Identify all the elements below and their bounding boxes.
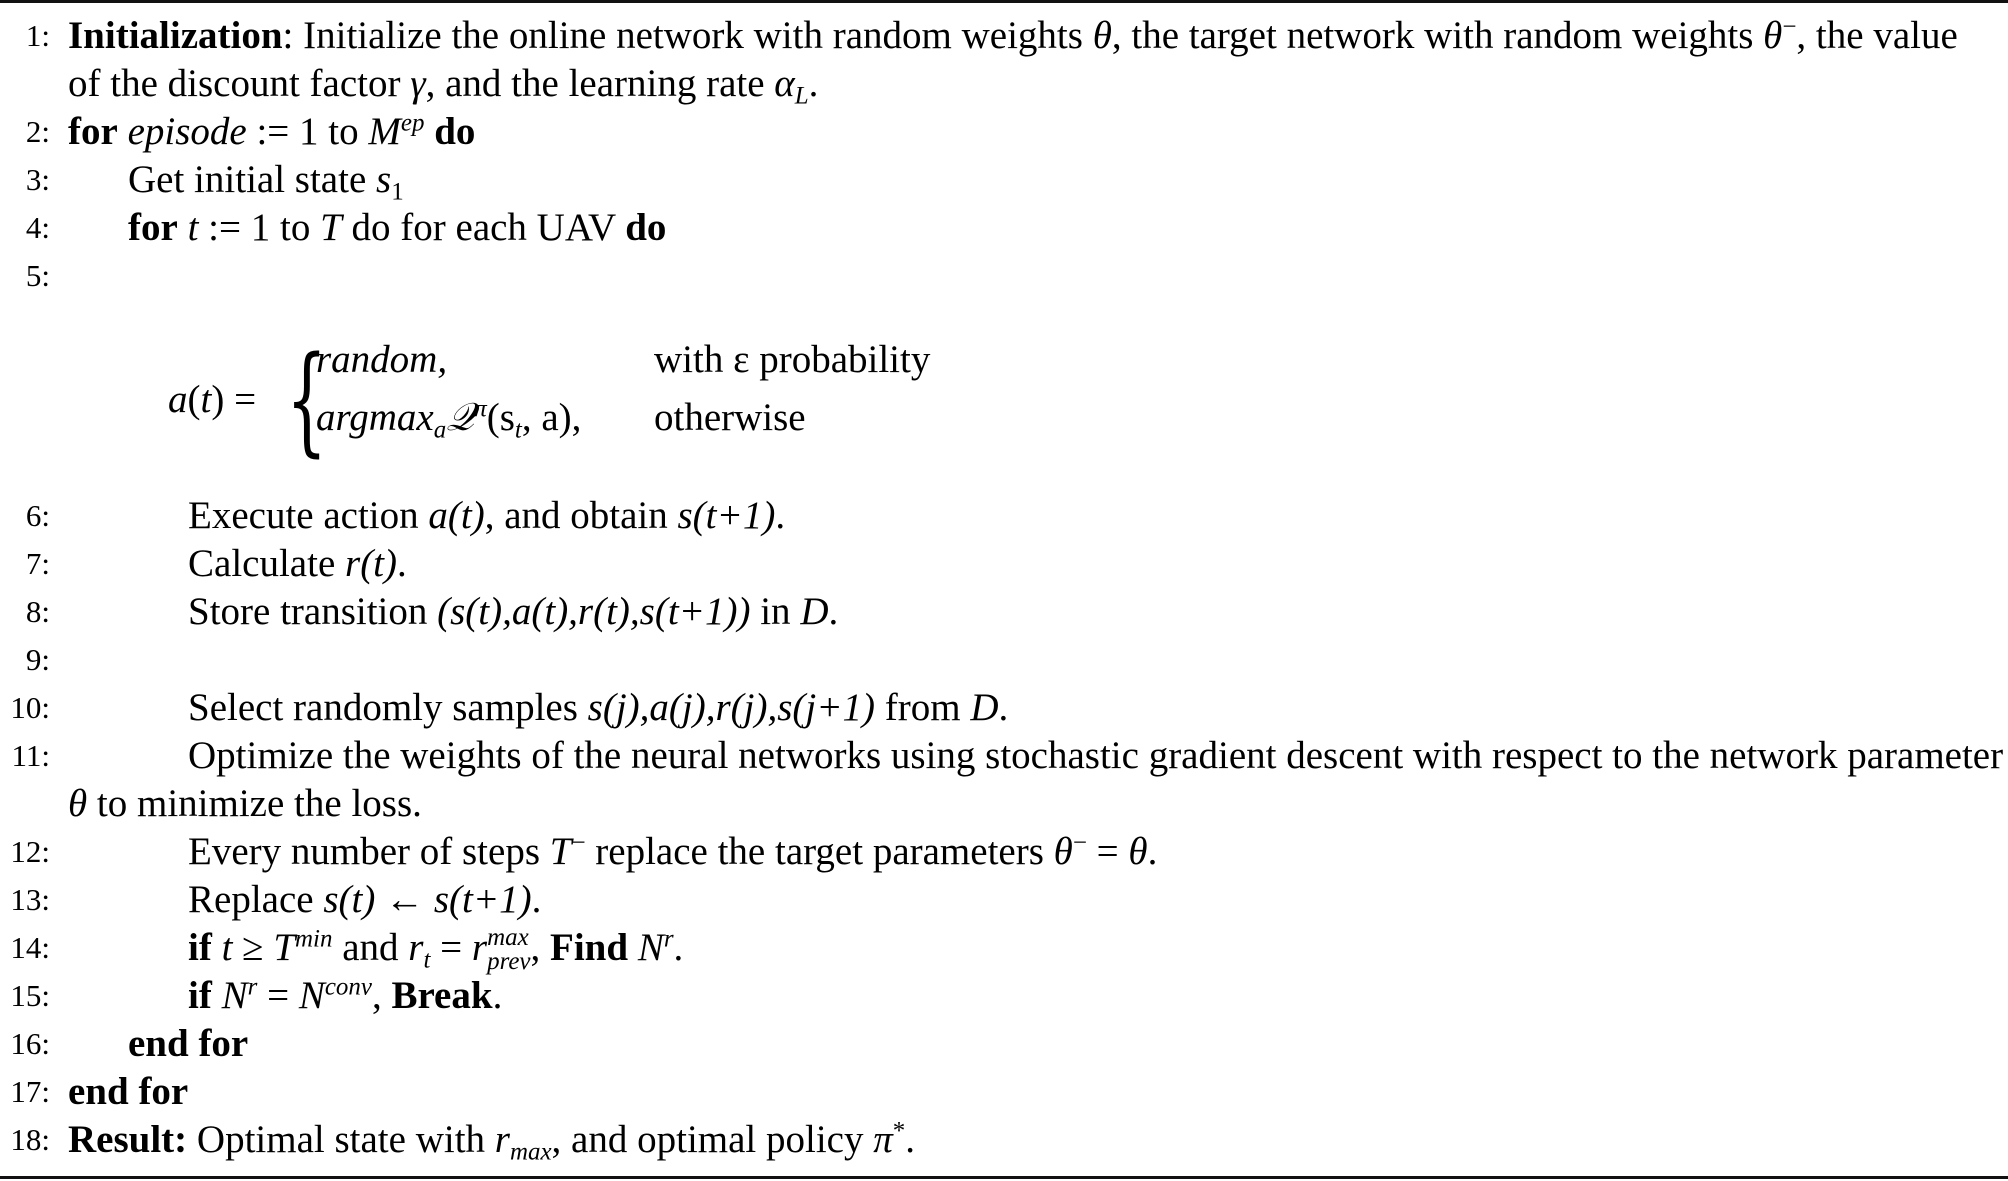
line-text — [188, 876, 541, 924]
line-number: 3: — [25, 162, 50, 197]
math-expr: (s — [486, 396, 515, 439]
text: Store transition — [188, 590, 438, 633]
math-var: t — [221, 926, 233, 969]
algo-line-1 — [0, 12, 2008, 60]
math-var: M — [368, 110, 401, 153]
text: . — [998, 686, 1009, 729]
math-var: r — [408, 926, 424, 969]
text: , — [371, 974, 392, 1017]
case1-condition: with ε probability — [654, 338, 931, 381]
arrow-icon: ← — [375, 878, 434, 921]
algo-line-9 — [0, 636, 2008, 684]
algo-line-8 — [0, 588, 2008, 636]
line-text — [188, 972, 502, 1020]
line-text — [68, 780, 422, 828]
text: . — [905, 1118, 916, 1161]
algo-line-11-cont — [0, 780, 2008, 828]
math-sub: t — [423, 946, 431, 974]
line-text — [188, 684, 1008, 732]
math-sub: 1 — [391, 178, 404, 206]
algo-line-15 — [0, 972, 2008, 1020]
text: Execute action — [188, 494, 429, 537]
line-text — [188, 588, 838, 636]
math-theta: θ — [1053, 830, 1073, 873]
math-sub: prev — [487, 947, 531, 975]
cases-brace: { — [286, 330, 328, 468]
line-number: 6: — [25, 498, 50, 533]
text: Replace — [188, 878, 324, 921]
math-expr: a(t) — [428, 494, 485, 537]
math-expr: argmax — [316, 396, 434, 439]
line-text — [128, 1020, 248, 1068]
math-var: D — [800, 590, 829, 633]
line-text — [188, 540, 407, 588]
math-sub: max — [509, 1138, 552, 1166]
line-number: 10: — [10, 690, 50, 725]
math-var: r — [494, 1118, 510, 1161]
text: := 1 to — [198, 206, 321, 249]
text: ≥ — [232, 926, 274, 969]
algo-line-10 — [0, 684, 2008, 732]
text: replace the target parameters — [585, 830, 1054, 873]
math-var: episode — [127, 110, 247, 153]
math-var: T — [320, 206, 342, 249]
line-number: 7: — [25, 546, 50, 581]
line-text — [68, 60, 818, 108]
math-var: r — [471, 926, 488, 969]
line-number: 13: — [10, 882, 50, 917]
text: Optimal state with — [187, 1118, 495, 1161]
line-text — [68, 12, 1958, 60]
line-number: 18: — [10, 1122, 50, 1157]
keyword: end for — [68, 1070, 189, 1113]
text: . — [397, 542, 407, 585]
line-number: 9: — [25, 642, 50, 677]
math-sup: r — [663, 925, 674, 953]
text: , and the learning rate — [425, 62, 775, 105]
text: Select randomly samples — [188, 686, 588, 729]
math-sup: − — [1782, 13, 1797, 41]
math-expr: s(t+1) — [677, 494, 776, 537]
keyword: if — [188, 926, 212, 969]
math-sub: L — [794, 82, 809, 110]
math-sup: * — [892, 1117, 906, 1145]
math-theta: θ — [68, 782, 88, 825]
text: Calculate — [188, 542, 346, 585]
math-sup: max — [487, 924, 529, 952]
math-Q: 𝒬 — [446, 395, 475, 440]
keyword: Find — [550, 926, 629, 969]
keyword: Break — [391, 974, 493, 1017]
math-alpha: α — [774, 62, 795, 105]
math-sup: π — [474, 395, 487, 423]
text: = — [257, 974, 299, 1017]
line-number: 1: — [25, 18, 50, 53]
math-var: s — [376, 158, 392, 201]
math-sup: conv — [324, 973, 372, 1001]
math-theta: θ — [1763, 14, 1783, 57]
line-text: Optimize the weights of the neural networks using stochastic gradient descent with respect to the network parameter — [188, 734, 2004, 777]
algo-line-4 — [0, 204, 2008, 252]
text: , and obtain — [484, 494, 678, 537]
math-supsub — [487, 926, 530, 973]
math-sup: r — [247, 973, 258, 1001]
math-sup: − — [1072, 829, 1087, 857]
math-var: T — [549, 830, 572, 873]
algo-line-14 — [0, 924, 2008, 975]
keyword: if — [188, 974, 212, 1017]
text: . — [1147, 830, 1158, 873]
line-text — [188, 492, 785, 540]
algo-line-13 — [0, 876, 2008, 924]
algo-line-5 — [0, 252, 2008, 300]
math-sub: a — [433, 416, 447, 444]
algo-line-1-cont — [0, 60, 2008, 108]
text: of the discount factor — [68, 62, 411, 105]
math-expr: r(t) — [345, 542, 398, 585]
math-var: t — [187, 206, 199, 249]
math-expr: , a), — [521, 396, 582, 439]
text: , and optimal policy — [551, 1118, 874, 1161]
line-text — [188, 924, 683, 973]
text: , the target network with random weights — [1111, 14, 1764, 57]
text: do for each UAV — [341, 206, 626, 249]
math-sup: ep — [400, 109, 425, 137]
line-text — [68, 108, 475, 156]
text: and — [332, 926, 409, 969]
math-sup: min — [295, 925, 333, 953]
math-var: N — [637, 926, 664, 969]
algo-line-6 — [0, 492, 2008, 540]
math-var: N — [298, 974, 325, 1017]
text: : Initialize the online network with random weights — [282, 14, 1093, 57]
line-number: 12: — [10, 834, 50, 869]
text: . — [775, 494, 786, 537]
keyword: do — [625, 206, 667, 249]
math-var: D — [970, 686, 999, 729]
case2-expression — [316, 394, 581, 442]
math-sup: − — [571, 829, 586, 857]
line-number: 16: — [10, 1026, 50, 1061]
keyword: do — [434, 110, 476, 153]
top-rule — [0, 0, 2008, 3]
text: . — [492, 974, 503, 1017]
line-number: 15: — [10, 978, 50, 1013]
line-number: 2: — [25, 114, 50, 149]
algo-line-3 — [0, 156, 2008, 204]
math-expr: s(t+1) — [433, 878, 532, 921]
text: to minimize the loss. — [87, 782, 422, 825]
keyword: end for — [128, 1022, 249, 1065]
case1-expression — [316, 336, 447, 384]
equation-lhs: a(t) = — [168, 378, 257, 421]
bottom-rule — [0, 1176, 2008, 1179]
line-text — [128, 204, 666, 252]
keyword: for — [128, 206, 178, 249]
text: , the value — [1796, 14, 1958, 57]
line-number: 14: — [10, 930, 50, 965]
keyword: Initialization — [68, 14, 283, 57]
text: = — [430, 926, 472, 969]
line-text — [188, 828, 1157, 876]
text: Get initial state — [128, 158, 377, 201]
keyword: Result: — [68, 1118, 188, 1161]
math-sub: t — [514, 416, 522, 444]
math-pi: π — [873, 1118, 893, 1161]
keyword: for — [68, 110, 118, 153]
math-expr: random, — [316, 338, 448, 381]
line-number: 8: — [25, 594, 50, 629]
line-number: 11: — [11, 738, 50, 773]
text: := 1 to — [246, 110, 369, 153]
line-number: 4: — [25, 210, 50, 245]
text: . — [531, 878, 542, 921]
line-text — [128, 156, 404, 204]
math-expr: s(j),a(j),r(j),s(j+1) — [587, 686, 875, 729]
text: . — [673, 926, 684, 969]
math-expr: (s(t),a(t),r(t),s(t+1)) — [437, 590, 751, 633]
math-theta: θ — [1092, 14, 1112, 57]
algo-line-16 — [0, 1020, 2008, 1068]
math-expr: s(t) — [323, 878, 376, 921]
algo-line-2 — [0, 108, 2008, 156]
algo-line-11 — [0, 732, 2008, 780]
line-number: 17: — [10, 1074, 50, 1109]
text: . — [828, 590, 839, 633]
line-number: 5: — [25, 258, 50, 293]
algo-line-12 — [0, 828, 2008, 876]
case2-condition: otherwise — [654, 396, 806, 439]
text: , — [530, 926, 551, 969]
epsilon-greedy-equation — [168, 330, 1068, 468]
math-theta: θ — [1128, 830, 1148, 873]
text: from — [875, 686, 971, 729]
algo-line-18 — [0, 1116, 2008, 1164]
algo-line-7 — [0, 540, 2008, 588]
line-text — [68, 1068, 188, 1116]
algo-line-17 — [0, 1068, 2008, 1116]
text: Every number of steps — [188, 830, 550, 873]
math-var: T — [273, 926, 296, 969]
text: . — [808, 62, 819, 105]
math-gamma: γ — [410, 62, 426, 105]
text: = — [1086, 830, 1129, 873]
math-var: N — [221, 974, 248, 1017]
text: in — [750, 590, 801, 633]
line-text — [68, 1116, 915, 1164]
